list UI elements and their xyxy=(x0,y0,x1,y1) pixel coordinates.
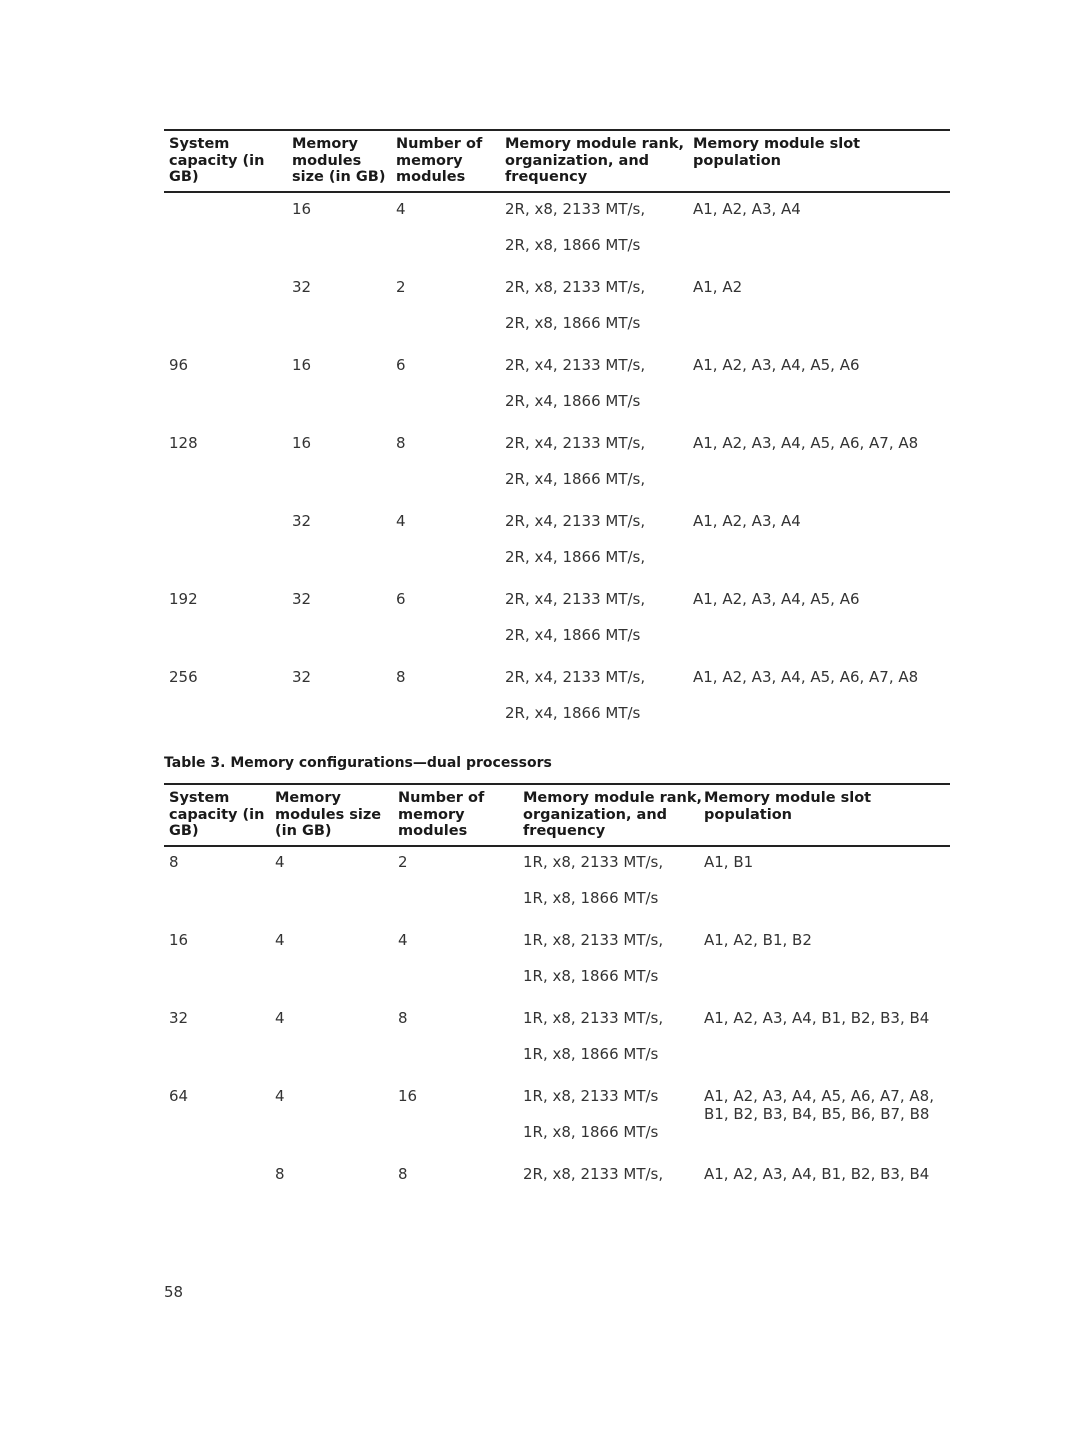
cell-module-count: 16 xyxy=(398,1087,418,1105)
cell-rank-org-frequency: 2R, x4, 1866 MT/s, xyxy=(505,470,646,488)
page-number: 58 xyxy=(164,1283,184,1301)
cell-rank-org-frequency: 1R, x8, 1866 MT/s xyxy=(523,1045,659,1063)
header-module-count: Number of memory modules xyxy=(398,790,485,839)
cell-rank-org-frequency: 2R, x4, 2133 MT/s, xyxy=(505,668,646,686)
cell-slot-population: A1, A2, A3, A4, A5, A6, A7, A8 xyxy=(693,668,919,686)
cell-rank-org-frequency: 2R, x8, 2133 MT/s, xyxy=(523,1165,664,1183)
cell-module-size: 32 xyxy=(292,512,312,530)
cell-rank-org-frequency: 2R, x8, 2133 MT/s, xyxy=(505,200,646,218)
cell-rank-org-frequency: 1R, x8, 2133 MT/s, xyxy=(523,1009,664,1027)
cell-system-capacity: 128 xyxy=(169,434,198,452)
cell-system-capacity: 96 xyxy=(169,356,189,374)
cell-system-capacity: 256 xyxy=(169,668,198,686)
header-system-capacity: System capacity (in GB) xyxy=(169,136,265,185)
cell-slot-population: A1, A2, A3, A4 xyxy=(693,512,801,530)
cell-rank-org-frequency: 2R, x4, 1866 MT/s, xyxy=(505,548,646,566)
cell-slot-population: A1, A2, B1, B2 xyxy=(704,931,812,949)
cell-module-size: 32 xyxy=(292,278,312,296)
cell-slot-population: A1, A2, A3, A4, B1, B2, B3, B4 xyxy=(704,1009,930,1027)
cell-module-size: 32 xyxy=(292,668,312,686)
header-module-count: Number of memory modules xyxy=(396,136,483,185)
cell-rank-org-frequency: 1R, x8, 1866 MT/s xyxy=(523,889,659,907)
cell-module-size: 4 xyxy=(275,1009,285,1027)
cell-module-count: 8 xyxy=(396,668,406,686)
cell-system-capacity: 16 xyxy=(169,931,189,949)
cell-slot-population: A1, A2, A3, A4, A5, A6 xyxy=(693,590,860,608)
memory-config-table-dual xyxy=(164,783,950,1183)
cell-rank-org-frequency: 2R, x4, 2133 MT/s, xyxy=(505,434,646,452)
cell-module-size: 16 xyxy=(292,356,312,374)
header-slot-population: Memory module slot population xyxy=(704,790,872,823)
cell-module-count: 4 xyxy=(396,512,406,530)
cell-rank-org-frequency: 2R, x4, 2133 MT/s, xyxy=(505,512,646,530)
cell-slot-population: A1, A2, A3, A4, A5, A6 xyxy=(693,356,860,374)
cell-slot-population: A1, B1 xyxy=(704,853,754,871)
memory-config-table-single xyxy=(164,129,950,722)
cell-module-size: 8 xyxy=(275,1165,285,1183)
header-module-size: Memory modules size (in GB) xyxy=(292,136,386,185)
cell-rank-org-frequency: 2R, x8, 1866 MT/s xyxy=(505,236,641,254)
cell-module-size: 4 xyxy=(275,931,285,949)
cell-rank-org-frequency: 1R, x8, 2133 MT/s, xyxy=(523,853,664,871)
cell-module-count: 8 xyxy=(398,1009,408,1027)
cell-module-count: 8 xyxy=(396,434,406,452)
header-module-size: Memory modules size (in GB) xyxy=(275,790,382,839)
cell-rank-org-frequency: 2R, x8, 2133 MT/s, xyxy=(505,278,646,296)
cell-rank-org-frequency: 2R, x4, 1866 MT/s xyxy=(505,704,641,722)
cell-rank-org-frequency: 1R, x8, 2133 MT/s, xyxy=(523,931,664,949)
cell-rank-org-frequency: 2R, x4, 1866 MT/s xyxy=(505,392,641,410)
table-header xyxy=(164,129,950,193)
header-rank-org-frequency: Memory module rank, organization, and frequency xyxy=(505,136,685,185)
cell-rank-org-frequency: 1R, x8, 1866 MT/s xyxy=(523,967,659,985)
table-header xyxy=(164,783,950,847)
cell-system-capacity: 192 xyxy=(169,590,198,608)
cell-rank-org-frequency: 2R, x4, 2133 MT/s, xyxy=(505,590,646,608)
cell-module-size: 4 xyxy=(275,1087,285,1105)
cell-module-size: 16 xyxy=(292,200,312,218)
header-system-capacity: System capacity (in GB) xyxy=(169,790,265,839)
cell-rank-org-frequency: 1R, x8, 2133 MT/s xyxy=(523,1087,659,1105)
cell-system-capacity: 32 xyxy=(169,1009,189,1027)
cell-module-size: 4 xyxy=(275,853,285,871)
cell-system-capacity: 64 xyxy=(169,1087,189,1105)
cell-system-capacity: 8 xyxy=(169,853,179,871)
cell-slot-population: A1, A2, A3, A4, A5, A6, A7, A8, B1, B2, B3, B4, B5, B6, B7, B8 xyxy=(704,1087,934,1123)
cell-slot-population: A1, A2, A3, A4 xyxy=(693,200,801,218)
header-slot-population: Memory module slot population xyxy=(693,136,861,169)
cell-rank-org-frequency: 2R, x8, 1866 MT/s xyxy=(505,314,641,332)
cell-module-count: 2 xyxy=(398,853,408,871)
header-rank-org-frequency: Memory module rank, organization, and frequency xyxy=(523,790,703,839)
cell-module-count: 6 xyxy=(396,356,406,374)
cell-rank-org-frequency: 2R, x4, 1866 MT/s xyxy=(505,626,641,644)
table-caption: Table 3. Memory configurations—dual processors xyxy=(164,755,552,771)
cell-slot-population: A1, A2 xyxy=(693,278,743,296)
cell-slot-population: A1, A2, A3, A4, A5, A6, A7, A8 xyxy=(693,434,919,452)
cell-slot-population: A1, A2, A3, A4, B1, B2, B3, B4 xyxy=(704,1165,930,1183)
cell-module-count: 8 xyxy=(398,1165,408,1183)
cell-module-size: 16 xyxy=(292,434,312,452)
cell-module-count: 2 xyxy=(396,278,406,296)
cell-module-count: 4 xyxy=(396,200,406,218)
cell-module-size: 32 xyxy=(292,590,312,608)
cell-rank-org-frequency: 1R, x8, 1866 MT/s xyxy=(523,1123,659,1141)
cell-module-count: 4 xyxy=(398,931,408,949)
cell-module-count: 6 xyxy=(396,590,406,608)
cell-rank-org-frequency: 2R, x4, 2133 MT/s, xyxy=(505,356,646,374)
